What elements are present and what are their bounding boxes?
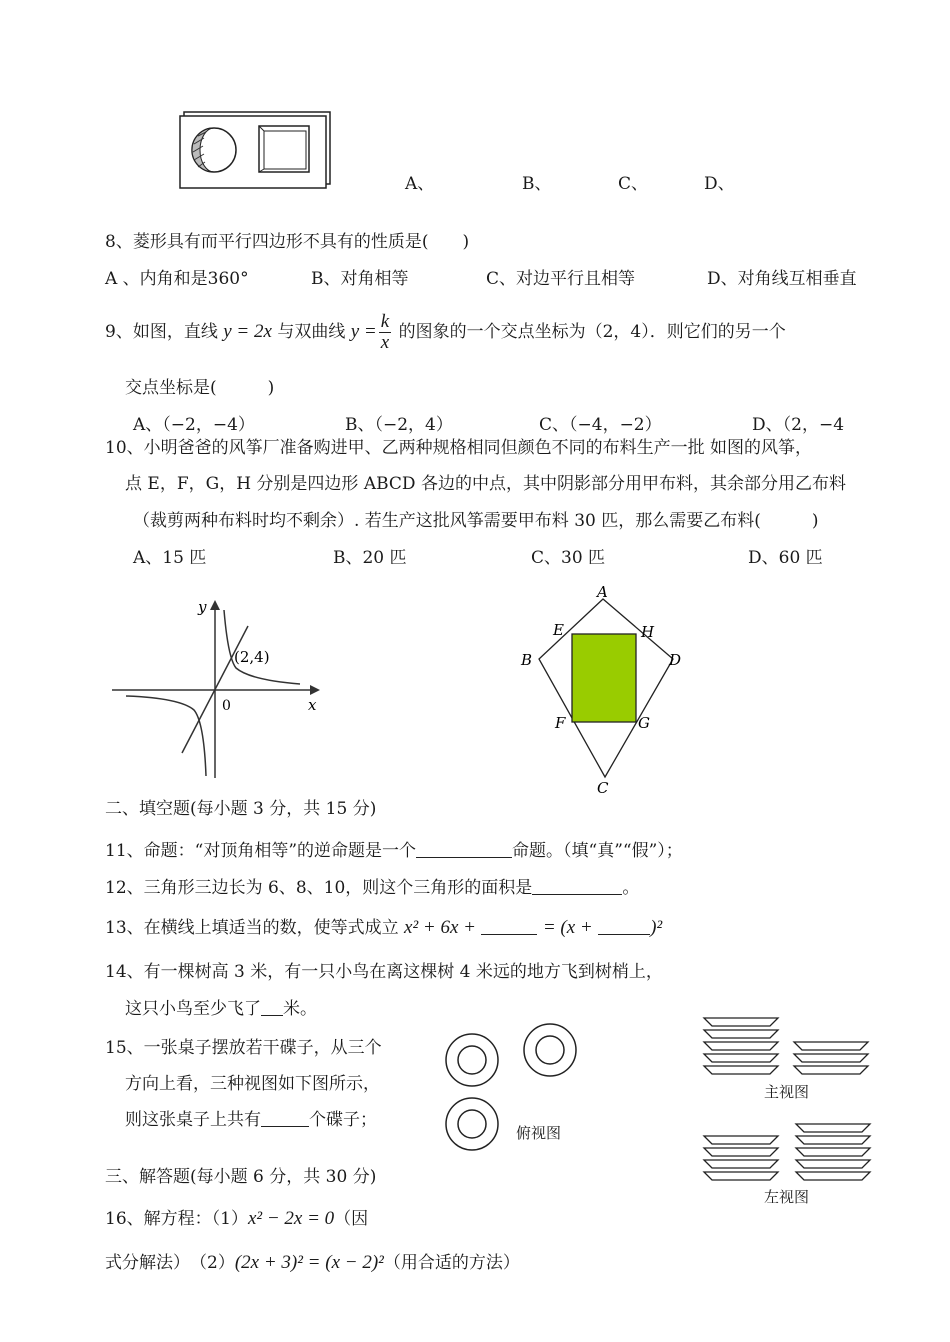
hyperbola-branch-2 — [126, 696, 206, 776]
q9-text-2: 与双曲线 — [277, 322, 346, 342]
q11-blank[interactable] — [416, 839, 512, 858]
q9-option-c: C、（−4，−2） — [539, 415, 662, 435]
hyperbola-branch-1 — [224, 610, 300, 684]
graph-origin-label: 0 — [222, 698, 231, 714]
q16-text-2: （因 — [334, 1209, 369, 1229]
q8-option-c: C、对边平行且相等 — [486, 269, 636, 289]
q10-option-b: B、20 匹 — [333, 548, 407, 568]
q10-option-a: A、15 匹 — [133, 548, 207, 568]
q7-option-c: C、 — [618, 174, 649, 194]
q10-line-3: （裁剪两种布料时均不剩余）. 若生产这批风筝需要甲布料 30 匹，那么需要乙布料( ) — [133, 511, 819, 531]
kite-label-g: G — [638, 714, 650, 732]
q9-hyperbola-lhs: y = — [350, 321, 377, 342]
q13-blank-2[interactable] — [598, 916, 650, 935]
q9-fraction — [379, 312, 391, 353]
q15-left-view — [700, 1114, 880, 1186]
left-view-label: 左视图 — [764, 1188, 810, 1206]
q7-solid-figure — [174, 110, 334, 192]
q9-option-d: D、（2，−4 — [752, 415, 845, 435]
q7-option-b: B、 — [522, 174, 552, 194]
q15-text-1: 则这张桌子上共有 — [125, 1110, 261, 1130]
q10-option-c: C、30 匹 — [531, 548, 606, 568]
q12-blank[interactable] — [532, 876, 622, 895]
q14-line-2 — [125, 997, 317, 1021]
kite-shaded-rectangle — [572, 634, 636, 722]
q16-line-2 — [105, 1251, 520, 1275]
q16-line-1 — [105, 1207, 368, 1231]
kite-label-c: C — [597, 779, 609, 797]
q16-text-4: （用合适的方法） — [383, 1253, 520, 1273]
q14-text-1: 这只小鸟至少飞了 — [125, 999, 261, 1019]
graph-point-label: (2,4) — [234, 648, 270, 666]
q9-fraction-numerator: k — [380, 311, 390, 332]
q11 — [105, 839, 683, 863]
section-2-heading: 二、填空题(每小题 3 分，共 15 分) — [105, 799, 377, 819]
q8-option-b: B、对角相等 — [311, 269, 409, 289]
kite-label-b: B — [521, 651, 533, 669]
q9-line-equation: y = 2x — [223, 321, 272, 342]
q10-kite-figure — [515, 583, 695, 798]
q16-equation-2: (2x + 3)² = (x − 2)² — [234, 1252, 384, 1273]
q12 — [105, 876, 639, 900]
q9-function-graph — [110, 598, 325, 780]
q8-stem: 8、菱形具有而平行四边形不具有的性质是( ) — [105, 232, 470, 252]
q12-text-2: 。 — [622, 878, 640, 898]
q13-expression-1: x² + 6x + — [404, 917, 477, 938]
q15-line-3 — [125, 1108, 377, 1132]
q15-blank[interactable] — [261, 1108, 309, 1127]
y-axis-arrow — [210, 600, 220, 610]
q7-option-a: A、 — [405, 174, 435, 194]
q13 — [105, 916, 662, 940]
kite-label-d: D — [669, 651, 682, 669]
q10-line-1: 10、小明爸爸的风筝厂准备购进甲、乙两种规格相同但颜色不同的布料生产一批 如图的风筝， — [105, 438, 813, 458]
q9-text-1: 9、如图，直线 — [105, 322, 218, 342]
q9-text-3: 的图象的一个交点坐标为（2，4）．则它们的另一个 — [398, 322, 786, 342]
section-3-heading: 三、解答题(每小题 6 分，共 30 分) — [105, 1167, 377, 1187]
q15-front-view — [700, 1012, 880, 1082]
q14-blank[interactable] — [261, 997, 283, 1016]
q15-text-2: 个碟子； — [309, 1110, 377, 1130]
q12-text-1: 12、三角形三边长为 6、8、10，则这个三角形的面积是 — [105, 878, 533, 898]
kite-label-a: A — [597, 583, 608, 601]
q14-line-1: 14、有一棵树高 3 米，有一只小鸟在离这棵树 4 米远的地方飞到树梢上， — [105, 962, 663, 982]
q13-blank-1[interactable] — [481, 916, 537, 935]
q11-text-2: 命题。（填“真”“假”）； — [512, 841, 683, 861]
q15-line-2: 方向上看，三种视图如下图所示， — [125, 1074, 380, 1094]
kite-label-e: E — [553, 621, 564, 639]
q16-text-3: 式分解法） （2） — [105, 1253, 235, 1273]
q9-stem — [105, 312, 786, 353]
x-axis-arrow — [310, 685, 320, 695]
q13-text: 13、在横线上填适当的数，使等式成立 — [105, 918, 399, 938]
q16-text-1: 16、解方程：（1） — [105, 1209, 248, 1229]
q10-option-d: D、60 匹 — [748, 548, 823, 568]
q13-expression-3: )² — [650, 917, 663, 938]
q10-line-2: 点 E，F，G，H 分别是四边形 ABCD 各边的中点，其中阴影部分用甲布料，其余部分用乙布料 — [125, 474, 846, 494]
q14-text-2: 米。 — [283, 999, 317, 1019]
graph-x-label: x — [308, 696, 317, 714]
q7-option-d: D、 — [704, 174, 735, 194]
kite-label-h: H — [641, 623, 655, 641]
q11-text-1: 11、命题：“对顶角相等”的逆命题是一个 — [105, 841, 417, 861]
q15-top-view — [444, 1020, 584, 1160]
q9-option-a: A、（−2，−4） — [133, 415, 255, 435]
graph-y-label: y — [198, 598, 207, 616]
q9-line-2: 交点坐标是( ) — [125, 378, 275, 398]
q8-option-d: D、对角线互相垂直 — [707, 269, 857, 289]
q9-option-b: B、（−2，4） — [345, 415, 453, 435]
q13-expression-2: = (x + — [542, 917, 593, 938]
q8-option-a: A 、内角和是360° — [105, 269, 249, 289]
front-view-label: 主视图 — [764, 1083, 810, 1101]
top-view-label: 俯视图 — [516, 1124, 562, 1142]
q15-line-1: 15、一张桌子摆放若干碟子，从三个 — [105, 1038, 382, 1058]
kite-label-f: F — [555, 714, 566, 732]
q16-equation-1: x² − 2x = 0 — [247, 1208, 335, 1229]
q9-fraction-denominator: x — [380, 332, 390, 353]
